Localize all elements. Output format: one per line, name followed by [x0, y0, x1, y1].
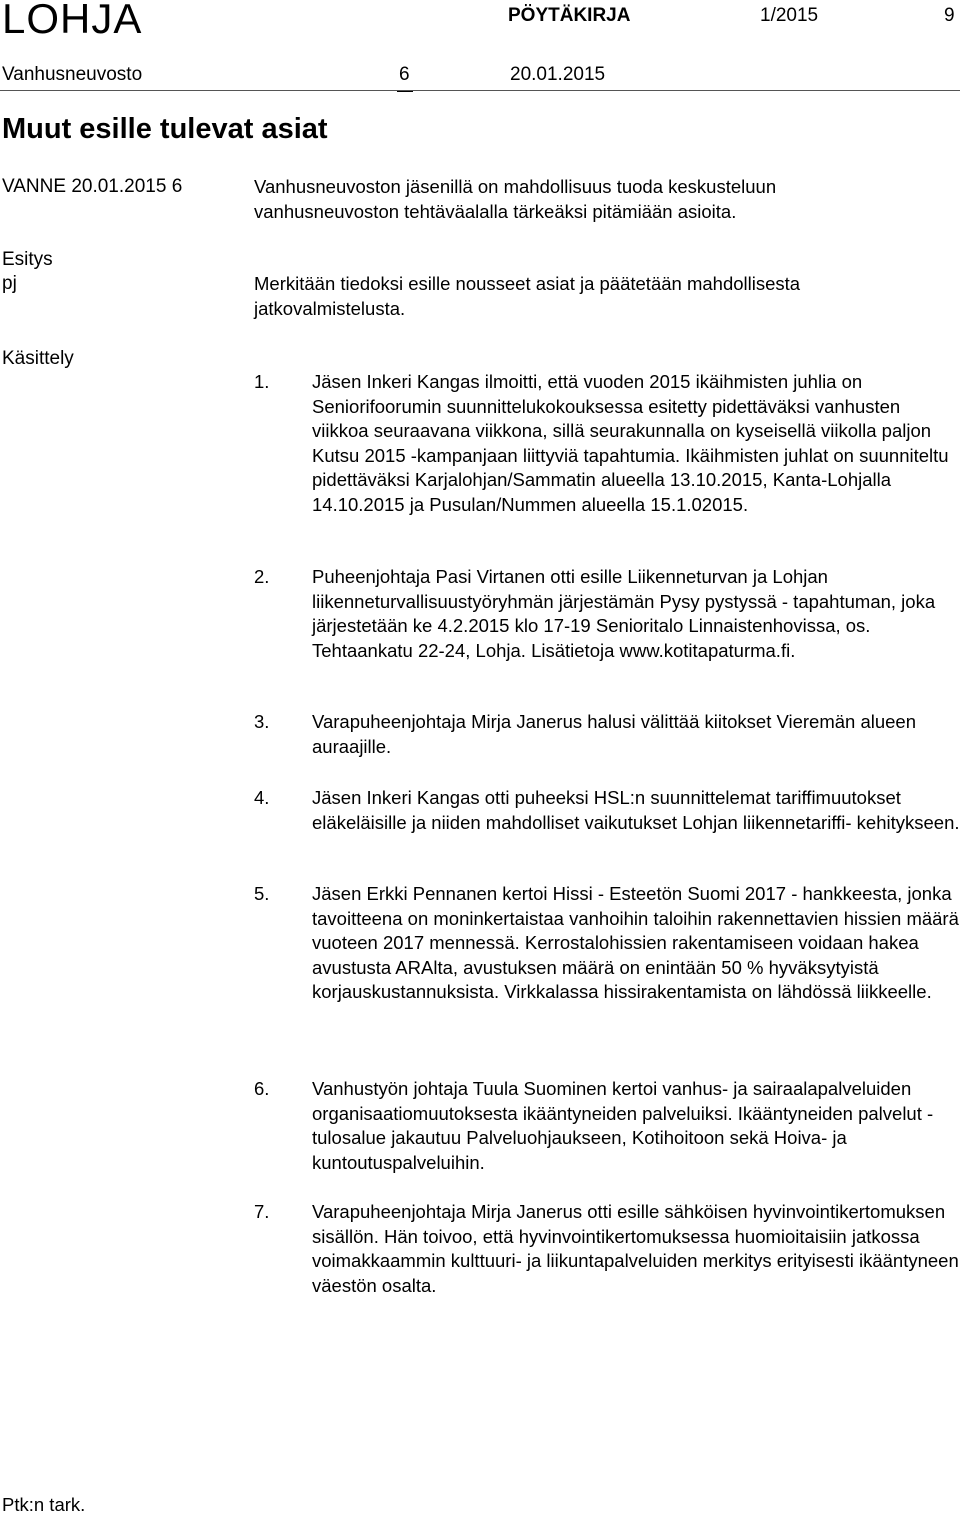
item-number: 1. — [254, 371, 270, 392]
section-number: 6 — [399, 64, 410, 85]
organ-name: Vanhusneuvosto — [2, 64, 143, 85]
document-type: PÖYTÄKIRJA — [508, 5, 631, 26]
item-number: 7. — [254, 1201, 270, 1222]
list-item: Vanhustyön johtaja Tuula Suominen kertoi vanhus- ja sairaalapalveluiden organisaatiomuutoksesta ikääntyneiden palveluiksi. Ikääntyneiden palvelut -tulosalue jakautuu Palveluohjaukseen, Kotihoitoon sekä Hoiva- ja kuntoutuspalveluihin. — [312, 1078, 934, 1173]
footer-signature-label: Ptk:n tark. — [2, 1494, 86, 1515]
kasittely-label: Käsittely — [2, 348, 74, 369]
list-item: Varapuheenjohtaja Mirja Janerus otti esille sähköisen hyvinvointikertomuksen sisällön. Hän toivoo, että hyvinvointikertomuksessa huomioitaisiin jatkossa voimakkaammin kulttuuri- ja liikuntapalveluiden merkitys erityisesti ikääntyneen väestön osalta. — [312, 1201, 959, 1296]
reference-label: VANNE 20.01.2015 6 — [2, 176, 183, 197]
list-item: Varapuheenjohtaja Mirja Janerus halusi välittää kiitokset Vieremän alueen auraajille. — [312, 711, 917, 757]
esitys-label: Esitys — [2, 249, 53, 270]
page-number: 9 — [944, 5, 955, 26]
item-number: 4. — [254, 787, 270, 808]
document-number: 1/2015 — [760, 5, 819, 26]
item-number: 2. — [254, 566, 270, 587]
item-number: 5. — [254, 883, 270, 904]
intro-paragraph: Vanhusneuvoston jäsenillä on mahdollisuus tuoda keskusteluun vanhusneuvoston tehtäväalalla tärkeäksi pitämiään asioita. — [254, 176, 777, 222]
page-title: Muut esille tulevat asiat — [2, 113, 328, 145]
list-item: Jäsen Erkki Pennanen kertoi Hissi - Esteetön Suomi 2017 - hankkeesta, jonka tavoitteena on moninkertaistaa vanhoihin taloihin rakennettavien hissien määrä vuoteen 2017 mennessä. Kerrostalohissien rakentamiseen voidaan hakea avustusta ARAlta, avustuksen määrä on enintään 50 % hyväksytyistä korjauskustannuksista. Virkkalassa hissirakentamista on lähdössä liikkeelle. — [312, 883, 959, 1002]
pj-label: pj — [2, 273, 17, 294]
header-divider — [0, 90, 960, 91]
proposal-paragraph: Merkitään tiedoksi esille nousseet asiat ja päätetään mahdollisesta jatkovalmistelusta. — [254, 273, 801, 319]
item-number: 3. — [254, 711, 270, 732]
meeting-date: 20.01.2015 — [510, 64, 606, 85]
logo: LOHJA — [2, 0, 143, 42]
list-item: Puheenjohtaja Pasi Virtanen otti esille Liikenneturvan ja Lohjan liikenneturvallisuustyöryhmän järjestämän Pysy pystyssä - tapahtuman, joka järjestetään ke 4.2.2015 klo 17-19 Senioritalo Linnaistenhovissa, os. Tehtaankatu 22-24, Lohja. Lisätietoja www.kotitapaturma.fi. — [312, 566, 936, 661]
item-number: 6. — [254, 1078, 270, 1099]
list-item: Jäsen Inkeri Kangas ilmoitti, että vuoden 2015 ikäihmisten juhlia on Seniorifoorumin suunnittelukokouksessa esitetty pidettäväksi vanhusten viikkoa seuraavana viikkona, sillä seurakunnalla on kyseisellä viikolla paljon Kutsu 2015 -kampanjaan liittyviä tapahtumia. Ikäihmisten juhlat on suunniteltu pidettäväksi Karjalohjan/Sammatin alueella 13.10.2015, Kanta-Lohjalla 14.10.2015 ja Pusulan/Nummen alueella 15.1.02015. — [312, 371, 949, 515]
list-item: Jäsen Inkeri Kangas otti puheeksi HSL:n suunnittelemat tariffimuutokset eläkeläisille ja niiden mahdolliset vaikutukset Lohjan liikennetariffi- kehitykseen. — [312, 787, 960, 833]
